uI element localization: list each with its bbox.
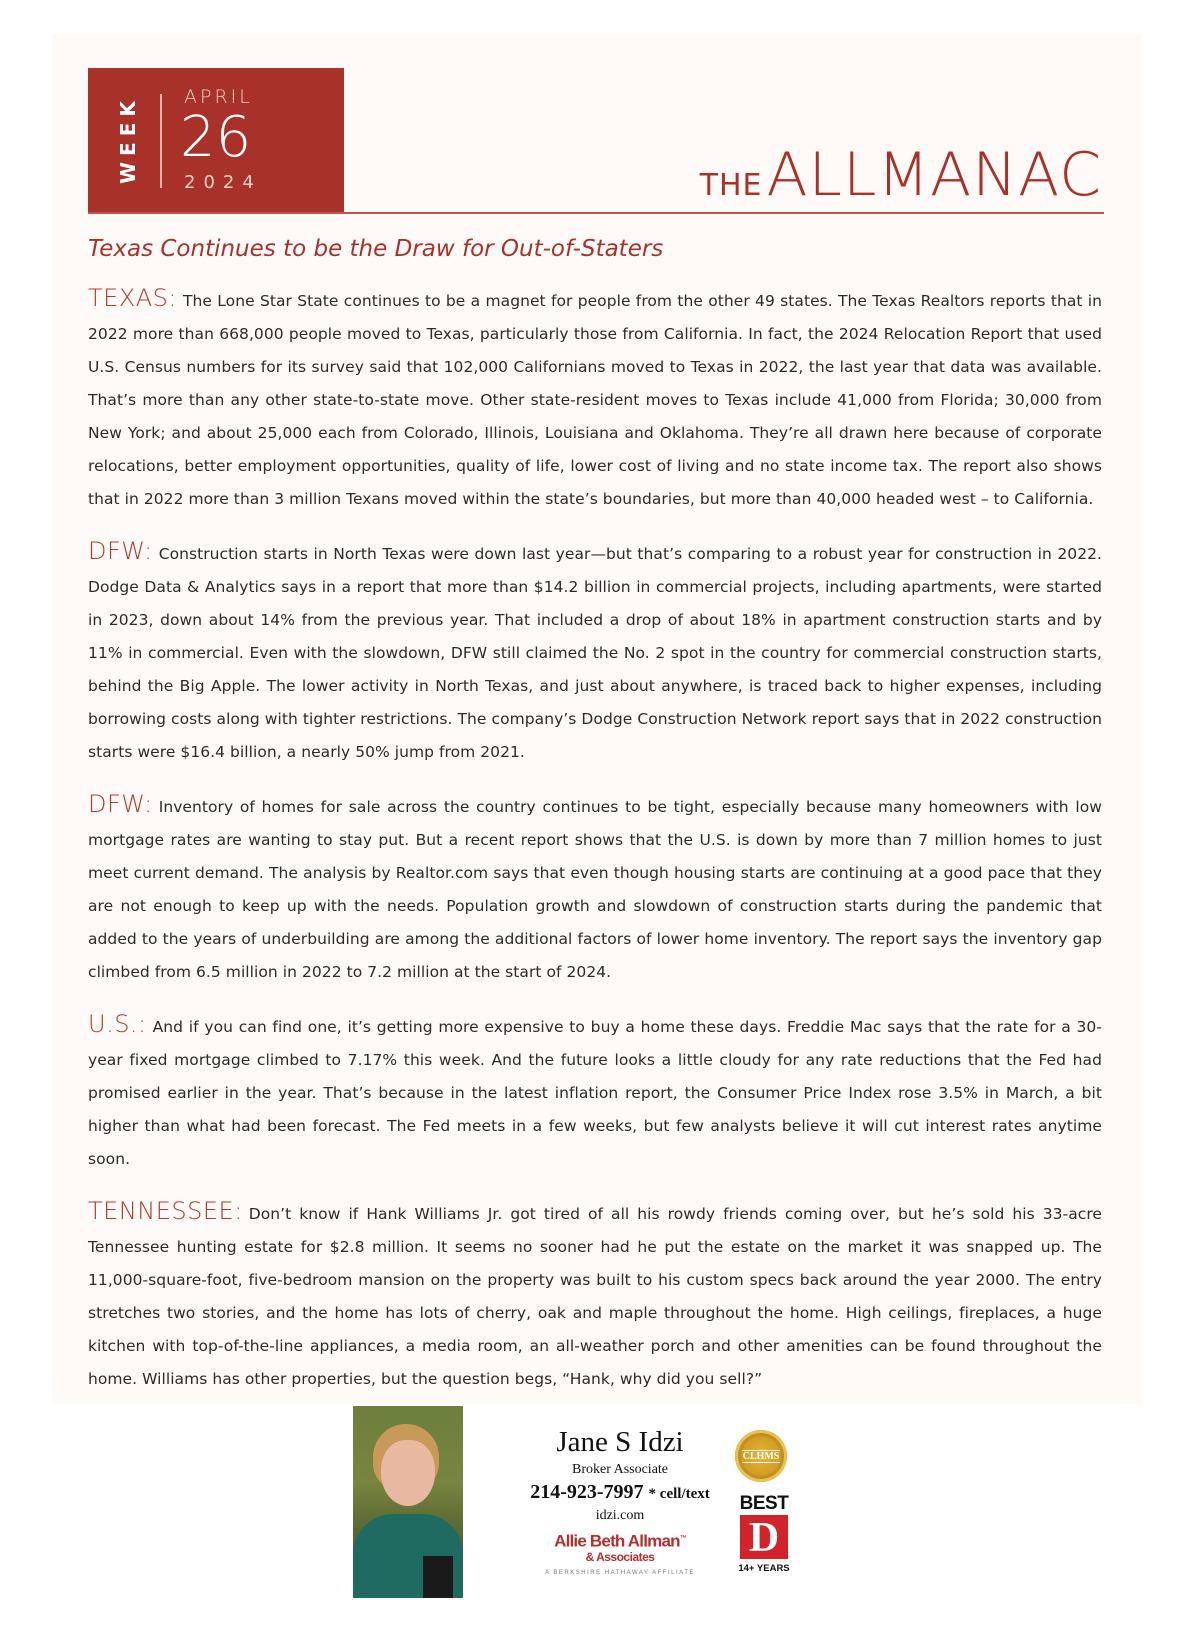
masthead-the: THE <box>699 168 763 203</box>
week-label: WEEK <box>116 95 140 185</box>
article-text: The Lone Star State continues to be a magnet for people from the other 49 states. The Texas Realtors reports that in 2022 more than 668,000 people moved to Texas, particularly those from California. In fact, the 2024 Relocation Report that used U.S. Census numbers for its survey said that 102,000 Californians moved to Texas in 2022, the last year that data was available. That’s more than any other state-to-state move. Other state-resident moves to Texas include 41,000 from Florida; 30,000 from New York; and about 25,000 each from Colorado, Illinois, Louisiana and Oklahoma. They’re all drawn here because of corporate relocations, better employment opportunities, quality of life, lower cost of living and no state income tax. The report also shows that in 2022 more than 3 million Texans moved within the state’s boundaries, but more than 40,000 headed west – to California. <box>88 292 1102 508</box>
agent-phone-suffix: * cell/text <box>648 1486 710 1502</box>
week-month: APRIL <box>184 86 253 108</box>
week-year: 2024 <box>184 172 262 193</box>
masthead-title: ALLMANAC <box>766 140 1102 210</box>
trademark: ™ <box>679 1535 686 1542</box>
agent-phone <box>470 1480 770 1506</box>
article-tennessee <box>88 1195 1102 1396</box>
article-text: And if you can find one, it’s getting more expensive to buy a home these days. Freddie Mac says that the rate for a 30-year fixed mortgage climbed to 7.17% this week. And the future looks a little cloudy for any rate reductions that the Fed had promised earlier in the year. That’s because in the latest inflation report, the Consumer Price Index rose 3.5% in March, a bit higher than what had been forecast. The Fed meets in a few weeks, but few analysts believe it will cut interest rates anytime soon. <box>88 1018 1102 1168</box>
week-day: 26 <box>180 105 252 170</box>
article-us <box>88 1008 1102 1176</box>
agent-name: Jane S Idzi <box>556 1426 684 1458</box>
page-headline: Texas Continues to be the Draw for Out-of-Staters <box>88 236 664 262</box>
week-divider <box>160 94 162 188</box>
brokerage-logo <box>470 1530 770 1576</box>
article-text: Inventory of homes for sale across the country continues to be tight, especially because many homeowners with low mortgage rates are wanting to stay put. But a recent report shows that the U.S. is down by more than 7 million homes to just meet current demand. The analysis by Realtor.com says that even though housing starts are continuing at a good pace that they are not enough to keep up with the needs. Population growth and slowdown of construction starts during the pandemic that added to the years of underbuilding are among the additional factors of lower home inventory. The report says the inventory gap climbed from 6.5 million in 2022 to 7.2 million at the start of 2024. <box>88 798 1102 981</box>
masthead <box>700 140 1102 210</box>
article-label: TEXAS: <box>88 284 178 312</box>
articles <box>88 282 1102 1415</box>
clhms-text: CLHMS <box>742 1450 780 1462</box>
article-text: Construction starts in North Texas were down last year—but that’s comparing to a robust year for construction in 2022. Dodge Data & Analytics says in a report that more than $14.2 billion in commercial projects, including apartments, were started in 2023, down about 14% from the previous year. That included a drop of about 18% in apartment construction starts and by 11% in commercial. Even with the slowdown, DFW still claimed the No. 2 spot in the country for commercial construction starts, behind the Big Apple. The lower activity in North Texas, and just about anywhere, is traced back to higher expenses, including borrowing costs along with tighter restrictions. The company’s Dodge Construction Network report says that in 2022 construction starts were $16.4 billion, a nearly 50% jump from 2021. <box>88 545 1102 761</box>
agent-title: Broker Associate <box>571 1462 669 1477</box>
article-label: DFW: <box>88 537 153 565</box>
article-label: TENNESSEE: <box>88 1197 243 1225</box>
header-rule <box>88 212 1104 214</box>
article-dfw-construction <box>88 535 1102 769</box>
brokerage-name: Allie Beth Allman <box>554 1531 680 1551</box>
best-d-badge <box>736 1494 792 1574</box>
article-texas <box>88 282 1102 516</box>
article-text: Don’t know if Hank Williams Jr. got tired of all his rowdy friends coming over, but he’s sold his 33-acre Tennessee hunting estate for $2.8 million. It seems no sooner had he put the estate on the market it was snapped up. The 11,000-square-foot, five-bedroom mansion on the property was built to his custom specs back around the year 2000. The entry stretches two stories, and the home has lots of cherry, oak and maple throughout the home. High ceilings, fireplaces, a huge kitchen with top-of-the-line appliances, a media room, an all-weather porch and other amenities can be found throughout the home. Williams has other properties, but the question begs, “Hank, why did you sell?” <box>88 1205 1102 1388</box>
brokerage-sub: & Associates <box>585 1549 655 1564</box>
article-label: DFW: <box>88 790 153 818</box>
article-dfw-inventory <box>88 788 1102 989</box>
agent-phone-number: 214-923-7997 <box>530 1481 644 1503</box>
best-word: BEST <box>739 1493 789 1514</box>
best-years: 14+ YEARS <box>738 1563 790 1574</box>
agent-website: idzi.com <box>595 1508 645 1523</box>
article-label: U.S.: <box>88 1010 147 1038</box>
affiliate-text: A BERKSHIRE HATHAWAY AFFILIATE <box>545 1569 695 1576</box>
agent-contact <box>470 1426 770 1526</box>
clhms-seal-icon <box>735 1430 787 1482</box>
d-magazine-icon: D <box>740 1515 788 1559</box>
agent-photo <box>353 1406 463 1598</box>
